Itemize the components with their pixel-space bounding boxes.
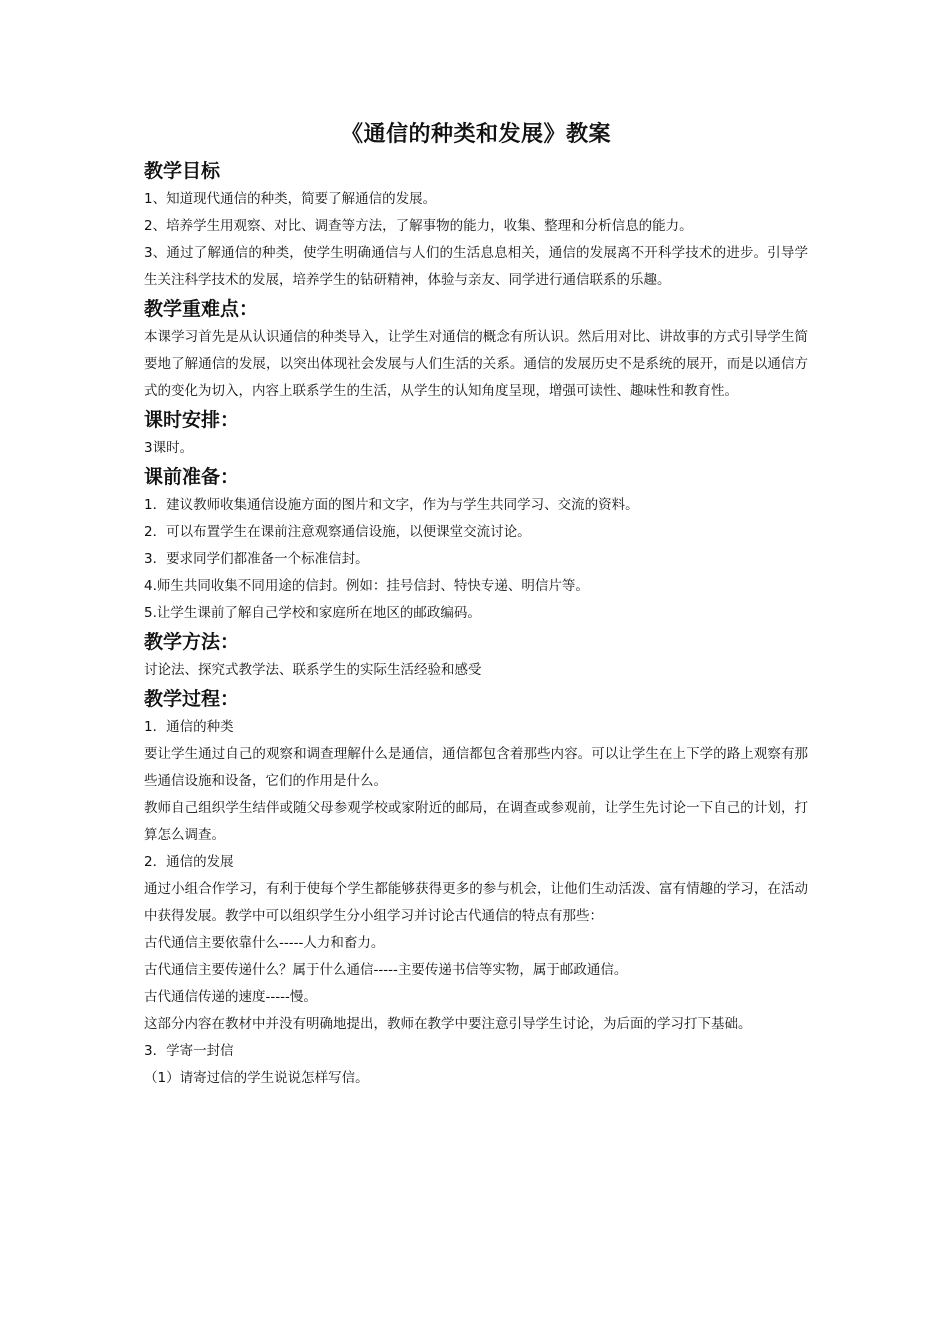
goal-item: 2、培养学生用观察、对比、调查等方法，了解事物的能力，收集、整理和分析信息的能力。 bbox=[144, 218, 693, 234]
section-preparation bbox=[144, 462, 808, 627]
paragraph: 古代通信主要依靠什么-----人力和畜力。 bbox=[144, 935, 385, 951]
paragraph: 讨论法、探究式教学法、联系学生的实际生活经验和感受 bbox=[144, 662, 482, 678]
section-key-points bbox=[144, 294, 808, 405]
subheading: 2．通信的发展 bbox=[144, 854, 234, 870]
section-heading: 课时安排： bbox=[144, 409, 240, 431]
paragraph: （1）请寄过信的学生说说怎样写信。 bbox=[144, 1070, 369, 1086]
subheading: 1．通信的种类 bbox=[144, 719, 234, 735]
section-methods bbox=[144, 627, 808, 684]
document-title: 《通信的种类和发展》教案 bbox=[340, 122, 611, 147]
paragraph: 3课时。 bbox=[144, 440, 194, 456]
paragraph: 古代通信主要传递什么？属于什么通信-----主要传递书信等实物，属于邮政通信。 bbox=[144, 962, 628, 978]
section-teaching-goals bbox=[144, 156, 808, 294]
goal-item: 1、知道现代通信的种类，简要了解通信的发展。 bbox=[144, 191, 437, 207]
section-heading: 教学目标 bbox=[144, 160, 221, 182]
paragraph: 教师自己组织学生结伴或随父母参观学校或家附近的邮局，在调查或参观前，让学生先讨论一下自己的计划，打算怎么调查。 bbox=[144, 800, 808, 843]
prep-item: 4.师生共同收集不同用途的信封。例如：挂号信封、特快专递、明信片等。 bbox=[144, 578, 589, 594]
section-heading: 教学重难点： bbox=[144, 298, 259, 320]
prep-item: 1．建议教师收集通信设施方面的图片和文字，作为与学生共同学习、交流的资料。 bbox=[144, 497, 639, 513]
goal-item: 3、通过了解通信的种类，使学生明确通信与人们的生活息息相关，通信的发展离不开科学技术的进步。引导学生关注科学技术的发展，培养学生的钻研精神，体验与亲友、同学进行通信联系的乐趣。 bbox=[144, 245, 808, 288]
section-schedule bbox=[144, 405, 808, 462]
section-heading: 教学过程： bbox=[144, 688, 240, 710]
paragraph: 这部分内容在教材中并没有明确地提出，教师在教学中要注意引导学生讨论，为后面的学习打下基础。 bbox=[144, 1016, 752, 1032]
paragraph: 通过小组合作学习，有利于使每个学生都能够获得更多的参与机会，让他们生动活泼、富有情趣的学习，在活动中获得发展。教学中可以组织学生分小组学习并讨论古代通信的特点有那些： bbox=[144, 881, 808, 924]
prep-item: 5.让学生课前了解自己学校和家庭所在地区的邮政编码。 bbox=[144, 605, 481, 621]
section-process bbox=[144, 684, 808, 1092]
prep-item: 2．可以布置学生在课前注意观察通信设施，以便课堂交流讨论。 bbox=[144, 524, 531, 540]
paragraph: 本课学习首先是从认识通信的种类导入，让学生对通信的概念有所认识。然后用对比、讲故事的方式引导学生简要地了解通信的发展，以突出体现社会发展与人们生活的关系。通信的发展历史不是系统的展开，而是以通信方式的变化为切入，内容上联系学生的生活，从学生的认知角度呈现，增强可读性、趣味性和教育性。 bbox=[144, 329, 808, 399]
document-page bbox=[144, 118, 808, 1092]
paragraph: 要让学生通过自己的观察和调查理解什么是通信，通信都包含着那些内容。可以让学生在上下学的路上观察有那些通信设施和设备，它们的作用是什么。 bbox=[144, 746, 808, 789]
prep-item: 3．要求同学们都准备一个标准信封。 bbox=[144, 551, 369, 567]
paragraph: 古代通信传递的速度-----慢。 bbox=[144, 989, 317, 1005]
section-heading: 教学方法： bbox=[144, 631, 240, 653]
subheading: 3．学寄一封信 bbox=[144, 1043, 234, 1059]
section-heading: 课前准备： bbox=[144, 466, 240, 488]
